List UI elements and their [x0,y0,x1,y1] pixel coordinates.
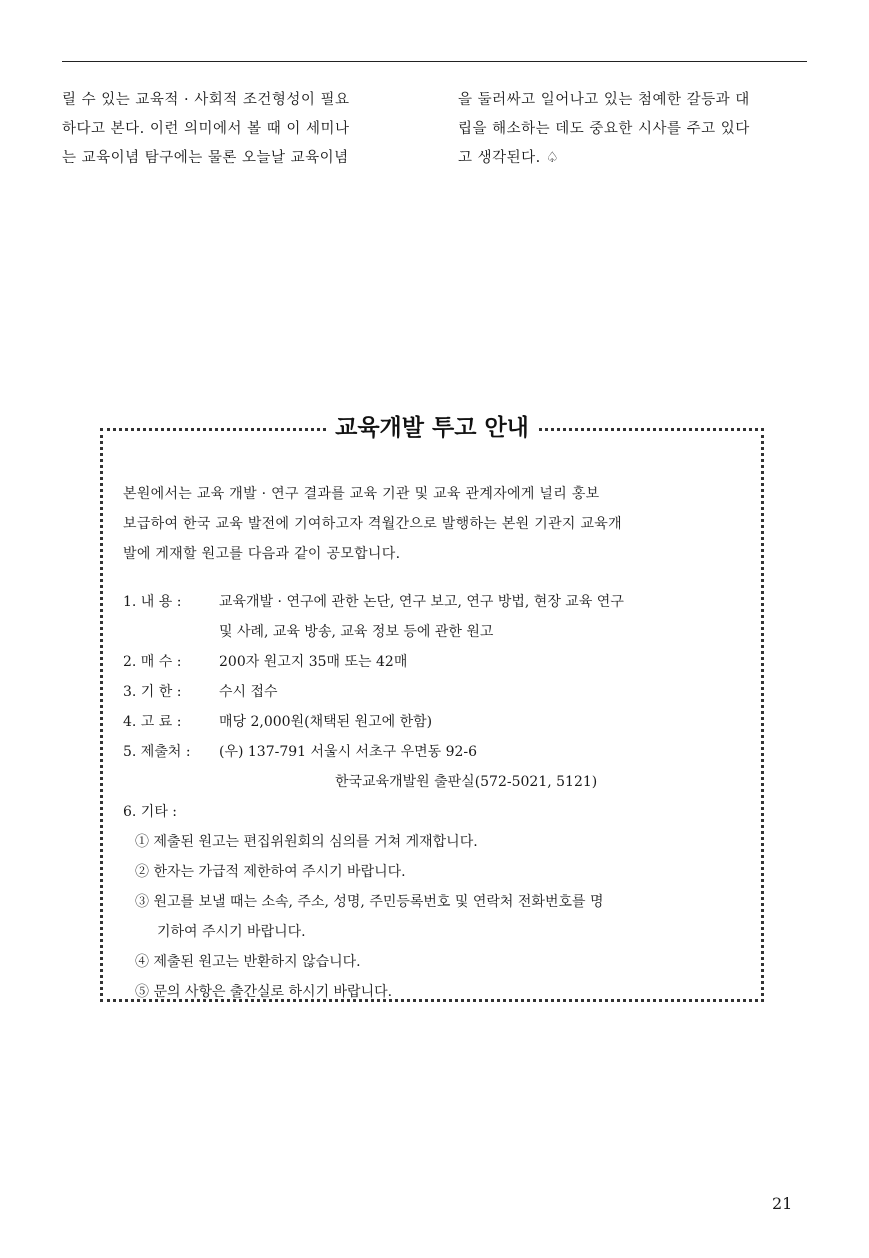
article-line: 릴 수 있는 교육적 · 사회적 조건형성이 필요 [62,92,350,108]
item-label: 2. 매 수 : [123,654,182,670]
note-item: ① 제출된 원고는 편집위원회의 심의를 거쳐 게재합니다. [135,834,478,850]
item-continuation: 및 사례, 교육 방송, 교육 정보 등에 관한 원고 [219,624,494,640]
item-other-label: 6. 기타 : [123,804,178,820]
item-value: 수시 접수 [219,684,278,700]
item-fee [123,707,753,737]
notice-intro [123,479,753,569]
article-line: 는 교육이념 탐구에는 물론 오늘날 교육이념 [62,150,349,166]
item-value: 200자 원고지 35매 또는 42매 [219,654,408,670]
item-deadline [123,677,753,707]
notice-items [123,587,753,1007]
item-length [123,647,753,677]
item-label: 5. 제출처 : [123,744,191,760]
notice-title: 교육개발 투고 안내 [327,409,537,442]
article-line: 하다고 본다. 이런 의미에서 볼 때 이 세미나 [62,121,350,137]
item-value: (우) 137-791 서울시 서초구 우면동 92-6 [219,744,478,760]
article-right-column [458,86,808,173]
item-label: 4. 고 료 : [123,714,182,730]
header-rule [62,61,807,62]
note-item: ⑤ 문의 사항은 출간실로 하시기 바랍니다. [135,984,393,1000]
item-value: 교육개발 · 연구에 관한 논단, 연구 보고, 연구 방법, 현장 교육 연구 [219,594,624,610]
item-continuation: 한국교육개발원 출판실(572-5021, 5121) [335,774,598,790]
article-line: 을 둘러싸고 일어나고 있는 첨예한 갈등과 대 [458,92,750,108]
submission-notice-box [100,415,764,1002]
article-line: 고 생각된다. ♤ [458,150,560,166]
note-item: ② 한자는 가급적 제한하여 주시기 바랍니다. [135,864,406,880]
note-item: ④ 제출된 원고는 반환하지 않습니다. [135,954,361,970]
item-label: 1. 내 용 : [123,594,182,610]
item-content [123,587,753,617]
item-submit-to [123,737,753,767]
note-continuation: 기하여 주시기 바랍니다. [157,924,306,940]
page-number: 21 [772,1194,793,1213]
notes-list [123,827,753,1007]
intro-line: 본원에서는 교육 개발 · 연구 결과를 교육 기관 및 교육 관계자에게 널리 홍보 [123,486,600,502]
item-value: 매당 2,000원(채택된 원고에 한함) [219,714,433,730]
intro-line: 발에 게재할 원고를 다음과 같이 공모합니다. [123,546,401,562]
intro-line: 보급하여 한국 교육 발전에 기여하고자 격월간으로 발행하는 본원 기관지 교육개 [123,516,622,532]
note-item: ③ 원고를 보낼 때는 소속, 주소, 성명, 주민등록번호 및 연락처 전화번호를 명 [135,894,604,910]
item-label: 3. 기 한 : [123,684,182,700]
article-line: 립을 해소하는 데도 중요한 시사를 주고 있다 [458,121,750,137]
article-left-column [62,86,412,173]
